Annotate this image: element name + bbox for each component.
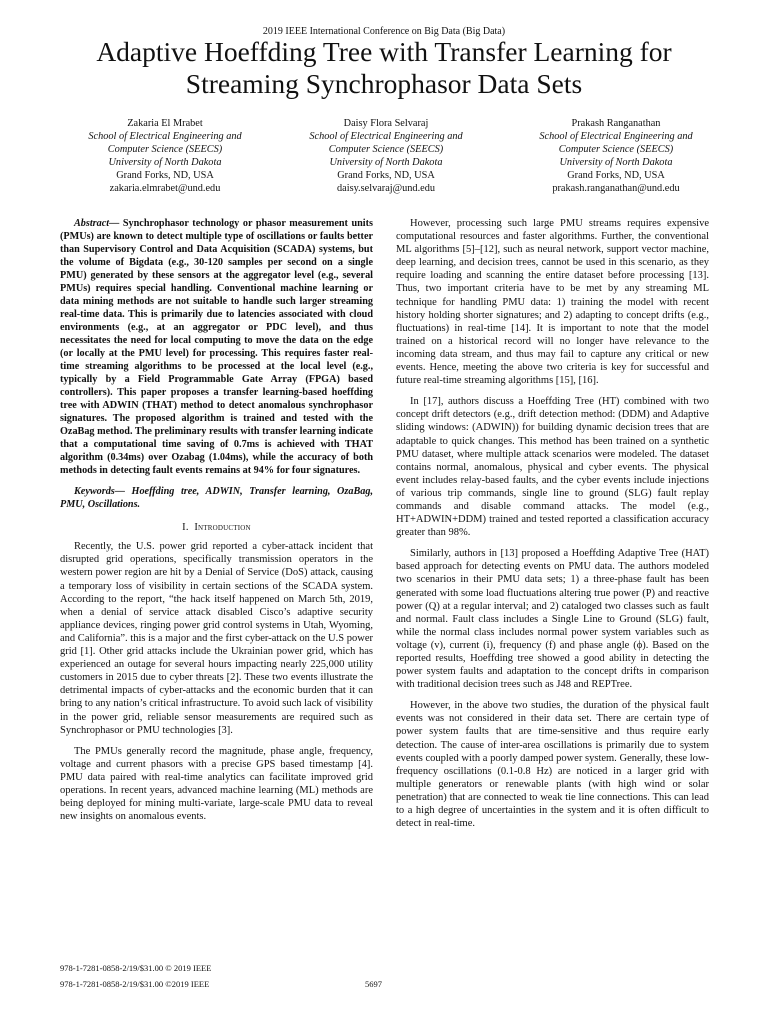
author-city: Grand Forks, ND, USA	[337, 170, 435, 181]
author-block-1	[45, 117, 285, 195]
section-heading	[60, 521, 373, 534]
body-paragraph: However, processing such large PMU streams requires expensive computational resources and faster algorithms. Further, the conventional ML algorithms [5]–[12], such as neural network, support vector machine, deep learning, and decision trees, cannot be used in this scenario, as they require loading and scanning the entire dataset before processing [13]. Thus, two important criteria have to be met by any streaming ML technique for handling PMU data: 1) training the model with recent history holding shorter signatures; and 2) adapting to concept drifts (e.g., fluctuations) in real-time [14]. It is important to note that the model trained on a historical record will no longer have relevance to the incoming data stream, and thus may fail to capture any critical or new events. Hence, meeting the above two criteria is key for successful and future real-time streaming algorithms [15], [16].	[396, 218, 709, 387]
author-dept-line-2: Computer Science (SEECS)	[107, 144, 223, 155]
body-paragraph: However, in the above two studies, the duration of the physical fault events was not considered in their data set. There are certain type of power system faults that are time-sensitive and thus require early detection. The cause of inter-area oscillations is primarily due to system events coupled with a poorly damped power system. Generally, these low-frequency oscillations (0.1-0.8 Hz) are noticed in a larger grid with multiple generators or renewable plants (with high wind or solar penetration) that are connected to weak tie line connections. This can lead to a high degree of uncertainties in the system and it is often difficult to detect in real-time.	[396, 700, 709, 830]
author-name: Daisy Flora Selvaraj	[343, 118, 429, 129]
right-column	[396, 217, 709, 838]
author-name: Prakash Ranganathan	[571, 118, 661, 129]
author-email[interactable]: zakaria.elmrabet@und.edu	[109, 183, 221, 194]
abstract-text: Synchrophasor technology or phasor measurement units (PMUs) are known to detect multiple type of oscillations or faults better than Supervisory Control and Data Acquisition (SCADA) systems, but the volume of Bigdata (e.g., 30-120 samples per second on a single PMU) generated by these sensors at the aggregator level (e.g., several PMUs) requires special handling. Conventional machine learning or data mining methods are not suitable to handle such larger streaming real-time data. This is primarily due to latencies associated with cloud environments (e.g., at an aggregator or PDC level), and thus necessitates the need for local computing to move the data on the edge (or locally at the PMU level) for processing. This requires faster real-time streaming algorithms to be processed at the local level (e.g., typically by a Field Programmable Gate Array (FPGA) based controllers). This paper proposes a transfer learning-based hoeffding tree with ADWIN (THAT) method to detect anomalous synchrophasor signatures. The proposed algorithm is trained and tested with the OzaBag method. The preliminary results with transfer learning indicate that a computational time saving of 0.7ms is achieved with THAT algorithm (0.34ms) over Ozabag (1.04ms), while the accuracy of both methods in detecting fault events remains at 94% for four signatures.	[60, 218, 373, 476]
conference-header: 2019 IEEE International Conference on Big Data (Big Data)	[262, 26, 506, 37]
author-dept-line-2: Computer Science (SEECS)	[328, 144, 444, 155]
author-block-2	[266, 117, 506, 195]
author-name: Zakaria El Mrabet	[127, 118, 203, 129]
author-block-3	[496, 117, 736, 195]
author-dept-line-1: School of Electrical Engineering and	[309, 131, 463, 142]
section-numeral: I.	[182, 522, 189, 534]
paper-title	[20, 36, 748, 100]
author-dept-line-2: Computer Science (SEECS)	[558, 144, 674, 155]
copyright-notice-2: 978-1-7281-0858-2/19/$31.00 ©2019 IEEE	[60, 979, 210, 989]
author-city: Grand Forks, ND, USA	[567, 170, 665, 181]
copyright-notice: 978-1-7281-0858-2/19/$31.00 © 2019 IEEE	[60, 963, 212, 973]
body-paragraph: In [17], authors discuss a Hoeffding Tree (HT) combined with two concept drift detectors (e.g., drift detection method: (DDM) and Adaptive sliding windows: (ADWIN)) for building dynamic decision trees that are adaptable to quick changes. This method has been trained on a synthetic PMU dataset, where multiple attack scenarios were modeled. The dataset contains normal, anomalous, physical and cyber events. The physical event includes relay-based faults, and the cyber events include injections of various trip commands, single line to ground (SLG) fault replay commands and disable command attacks. The model (e.g., HT+ADWIN+DDM) trained and tested reported a classification accuracy greater than 98%.	[396, 396, 709, 539]
author-university: University of North Dakota	[559, 157, 673, 168]
body-paragraph: Recently, the U.S. power grid reported a cyber-attack incident that disrupted grid operations, specifically transmission operators in the western power region are hit by a Denial of Service (DoS) attack, causing a temporary loss of visibility in certain sections of the SCADA system. According to the report, “the hack itself happened on March 5th, 2019, when a denial of service attack disabled Cisco’s adaptive security appliance devices, ringing power grid control systems in Utah, Wyoming, and California”. this is a major and the first cyber-attack on the U.S power grid [1]. Other grid attacks include the Ukrainian power grid, which has experienced an outage for several hours impacting nearly 225,000 utility customers in 2015 due to cyber threats [2]. These two events illustrate the detrimental impacts of cyber-attacks and the economic burden that it can bring to any nation’s critical infrastructure. To avoid such lack of visibility in the power grid, reliable sensor measurements are required such as Synchrophasor or PMU technologies [3].	[60, 541, 373, 736]
page-number: 5697	[365, 979, 382, 989]
author-university: University of North Dakota	[329, 157, 443, 168]
author-dept-line-1: School of Electrical Engineering and	[539, 131, 693, 142]
title-line-1: Adaptive Hoeffding Tree with Transfer Learning for	[96, 36, 672, 67]
section-title: Introduction	[194, 522, 251, 534]
author-email[interactable]: prakash.ranganathan@und.edu	[552, 183, 680, 194]
left-column	[60, 217, 373, 831]
title-line-2: Streaming Synchrophasor Data Sets	[185, 68, 583, 99]
abstract	[60, 217, 373, 477]
author-email[interactable]: daisy.selvaraj@und.edu	[336, 183, 436, 194]
footer-line	[60, 979, 400, 989]
body-paragraph: The PMUs generally record the magnitude, phase angle, frequency, voltage and current phasors with a precise GPS based timestamp [4]. PMU data paired with real-time analytics can facilitate improved grid operations. In recent years, advanced machine learning (ML) methods are being deployed for mining multi-variate, large-scale PMU data to reveal new insights on anomalous events.	[60, 745, 373, 823]
author-university: University of North Dakota	[108, 157, 222, 168]
keywords: Keywords— Hoeffding tree, ADWIN, Transfer learning, OzaBag, PMU, Oscillations.	[60, 486, 373, 511]
body-paragraph: Similarly, authors in [13] proposed a Hoeffding Adaptive Tree (HAT) based approach for detecting events on PMU data. The authors modeled two scenarios in their PMU data sets; 1) a three-phase fault has been generated with some load fluctuations altering true power (P) and reactive power (Q) at a regular interval; and 2) cataloged two classes such as fault and normal. Fault class includes a Single Line to Ground (SLG) fault, while the normal class includes normal power system variables such as voltage (v), current (i), frequency (f) and phase angle (ϕ). Based on the reported results, Hoeffding tree showed a good ability in detecting the power system faults and adaptation to the concept drifts in comparison with traditional decision trees such as J48 and REPTree.	[396, 548, 709, 691]
abstract-lead: Abstract—	[74, 218, 120, 229]
author-city: Grand Forks, ND, USA	[116, 170, 214, 181]
author-dept-line-1: School of Electrical Engineering and	[88, 131, 242, 142]
